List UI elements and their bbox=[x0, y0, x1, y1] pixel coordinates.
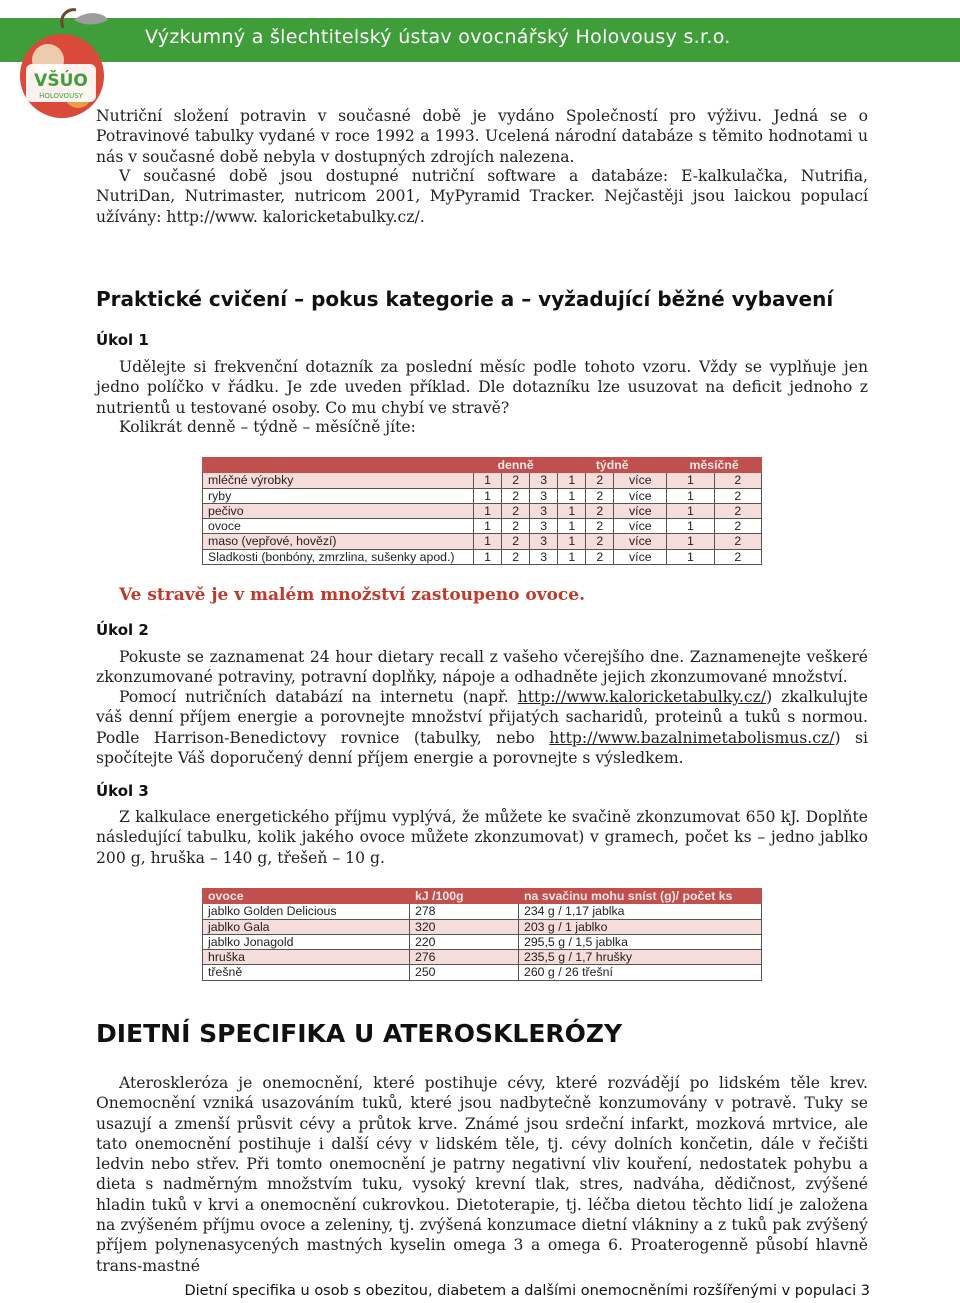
table-row bbox=[203, 965, 762, 980]
frequency-cell[interactable]: 2 bbox=[714, 549, 761, 564]
fruit-col-ovoce: ovoce bbox=[203, 889, 410, 904]
table-row bbox=[203, 473, 762, 488]
frequency-cell[interactable]: 1 bbox=[474, 473, 502, 488]
frequency-cell[interactable]: 2 bbox=[714, 534, 761, 549]
fruit-col-portion: na svačinu mohu sníst (g)/ počet ks bbox=[519, 889, 762, 904]
table-row bbox=[203, 904, 762, 919]
frequency-col-daily: denně bbox=[474, 458, 558, 473]
table-row bbox=[203, 503, 762, 518]
frequency-cell[interactable]: 1 bbox=[474, 534, 502, 549]
frequency-cell[interactable]: 1 bbox=[474, 488, 502, 503]
table-row bbox=[203, 549, 762, 564]
kaloricketabulky-link[interactable]: http://www.kaloricketabulky.cz/ bbox=[517, 688, 767, 706]
ukol2-text-b3: ) si spočítejte Váš doporučený denní příjem energie a porovnejte s výsledkem. bbox=[96, 728, 869, 767]
frequency-cell[interactable]: 3 bbox=[530, 534, 558, 549]
frequency-cell[interactable]: 1 bbox=[667, 488, 714, 503]
frequency-cell[interactable]: 3 bbox=[530, 473, 558, 488]
bazalnimetabolismus-link[interactable]: http://www.bazalnimetabolismus.cz/ bbox=[549, 728, 835, 747]
footer-text: Dietní specifika u osob s obezitou, diabetem a dalšími onemocněními rozšířenými v populaci bbox=[184, 1283, 857, 1299]
intro-paragraph-2: V současné době jsou dostupné nutriční software a databáze: E-kalkulačka, Nutrifia, NutriDan, Nutrimaster, nutricom 2001, MyPyramid Tracker. Nejčastěji jsou laickou populací užívány: http://www. kaloricketabulky.cz/. bbox=[96, 167, 868, 226]
frequency-col-food bbox=[203, 458, 474, 473]
frequency-cell[interactable]: více bbox=[614, 519, 667, 534]
table-row bbox=[203, 919, 762, 934]
frequency-cell[interactable]: 1 bbox=[474, 503, 502, 518]
fruit-name: hruška bbox=[203, 950, 410, 965]
frequency-cell[interactable]: 1 bbox=[558, 534, 586, 549]
frequency-cell[interactable]: 2 bbox=[502, 519, 530, 534]
ukol2-title: Úkol 2 bbox=[96, 621, 149, 639]
frequency-cell[interactable]: 1 bbox=[667, 503, 714, 518]
ukol1-title: Úkol 1 bbox=[96, 331, 149, 349]
fruit-name: jablko Jonagold bbox=[203, 934, 410, 949]
food-label: ovoce bbox=[203, 519, 474, 534]
fruit-kj: 276 bbox=[410, 950, 519, 965]
frequency-cell[interactable]: 2 bbox=[502, 488, 530, 503]
table-row bbox=[203, 950, 762, 965]
frequency-cell[interactable]: 1 bbox=[667, 473, 714, 488]
fruit-name: jablko Gala bbox=[203, 919, 410, 934]
ukol2-text-a: Pokuste se zaznamenat 24 hour dietary recall z vašeho včerejšího dne. Zaznamenejte veškeré zkonzumované potraviny, potravní doplňky, nápoje a odhadněte jejich zkonzumované množství. bbox=[96, 648, 868, 687]
frequency-cell[interactable]: 3 bbox=[530, 488, 558, 503]
frequency-table bbox=[202, 457, 762, 565]
frequency-cell[interactable]: 1 bbox=[667, 534, 714, 549]
fruit-table-header bbox=[203, 889, 762, 904]
page-number: 3 bbox=[860, 1283, 870, 1299]
fruit-kj: 320 bbox=[410, 919, 519, 934]
frequency-cell[interactable]: 3 bbox=[530, 549, 558, 564]
frequency-cell[interactable]: 1 bbox=[558, 488, 586, 503]
frequency-cell[interactable]: více bbox=[614, 534, 667, 549]
frequency-col-monthly: měsíčně bbox=[667, 458, 762, 473]
ukol2-text-b2: ) zkalkulujte váš denní příjem energie a porovnejte množství přijatých sacharidů, proteinů a tuků s normou. Podle Harrison-Benedictovy rovnice (tabulky, nebo bbox=[96, 688, 869, 747]
frequency-cell[interactable]: více bbox=[614, 473, 667, 488]
fruit-portion: 295,5 g / 1,5 jablka bbox=[519, 934, 762, 949]
answer-text: Ve stravě je v malém množství zastoupeno ovoce. bbox=[119, 585, 586, 605]
frequency-cell[interactable]: 2 bbox=[586, 473, 614, 488]
fruit-portion: 203 g / 1 jablko bbox=[519, 919, 762, 934]
fruit-table bbox=[202, 888, 762, 981]
frequency-cell[interactable]: 2 bbox=[502, 473, 530, 488]
frequency-cell[interactable]: 2 bbox=[586, 519, 614, 534]
frequency-cell[interactable]: 2 bbox=[502, 534, 530, 549]
frequency-cell[interactable]: 2 bbox=[714, 503, 761, 518]
fruit-kj: 220 bbox=[410, 934, 519, 949]
ukol2-text-b bbox=[96, 687, 868, 768]
fruit-kj: 250 bbox=[410, 965, 519, 980]
frequency-cell[interactable]: více bbox=[614, 503, 667, 518]
fruit-name: třešně bbox=[203, 965, 410, 980]
frequency-cell[interactable]: 3 bbox=[530, 519, 558, 534]
frequency-cell[interactable]: 2 bbox=[714, 473, 761, 488]
frequency-cell[interactable]: 2 bbox=[714, 488, 761, 503]
frequency-cell[interactable]: 2 bbox=[586, 488, 614, 503]
table-row bbox=[203, 488, 762, 503]
section-title: Praktické cvičení – pokus kategorie a – vyžadující běžné vybavení bbox=[96, 287, 834, 311]
table-row bbox=[203, 519, 762, 534]
frequency-cell[interactable]: 1 bbox=[558, 519, 586, 534]
frequency-cell[interactable]: 2 bbox=[586, 534, 614, 549]
fruit-portion: 260 g / 26 třešní bbox=[519, 965, 762, 980]
frequency-cell[interactable]: 2 bbox=[586, 503, 614, 518]
header-title: Výzkumný a šlechtitelský ústav ovocnářský Holovousy s.r.o. bbox=[145, 26, 731, 48]
frequency-table-header bbox=[203, 458, 762, 473]
frequency-cell[interactable]: 1 bbox=[558, 473, 586, 488]
dietni-title: DIETNÍ SPECIFIKA U ATEROSKLERÓZY bbox=[96, 1019, 623, 1048]
ukol2-text-b1: Pomocí nutričních databází na internetu (např. bbox=[119, 688, 518, 706]
fruit-kj: 278 bbox=[410, 904, 519, 919]
ukol3-title: Úkol 3 bbox=[96, 782, 149, 800]
frequency-cell[interactable]: více bbox=[614, 549, 667, 564]
intro-paragraph-1: Nutriční složení potravin v současné době je vydáno Společností pro výživu. Jedná se o Potravinové tabulky vydané v roce 1992 a 1993. Ucelená národní databáze s těmito hodnotami u nás v současné době nebyla v dostupných zdrojích nalezena. bbox=[96, 107, 868, 166]
food-label: pečivo bbox=[203, 503, 474, 518]
ukol1-question: Kolikrát denně – týdně – měsíčně jíte: bbox=[119, 418, 416, 436]
frequency-cell[interactable]: více bbox=[614, 488, 667, 503]
frequency-cell[interactable]: 2 bbox=[502, 503, 530, 518]
header-bar bbox=[0, 18, 960, 62]
table-row bbox=[203, 934, 762, 949]
food-label: mléčné výrobky bbox=[203, 473, 474, 488]
fruit-name: jablko Golden Delicious bbox=[203, 904, 410, 919]
frequency-cell[interactable]: 1 bbox=[474, 549, 502, 564]
frequency-cell[interactable]: 3 bbox=[530, 503, 558, 518]
svg-text:HOLOVOUSY: HOLOVOUSY bbox=[39, 92, 83, 100]
ukol1-text: Udělejte si frekvenční dotazník za poslední měsíc podle tohoto vzoru. Vždy se vyplňuje jen jedno políčko v řádku. Je zde uveden příklad. Dle dotazníku lze usuzovat na deficit jednoho z nutrientů u testované osoby. Co mu chybí ve stravě? bbox=[96, 358, 868, 417]
dietni-text: Ateroskleróza je onemocnění, které postihuje cévy, které rozvádějí po lidském těle krev. Onemocnění vzniká usazováním tuků, které jsou nadbytečně konzumovány v potravě. Tuky se usazují a zmenší průsvit cévy a průtok krve. Známé jsou srdeční infarkt, mozková mrtvice, ale tato onemocnění postihuje i další cévy v lidském těle, tj. cévy dolních končetin, dále v řečišti ledvin nebo střev. Při tomto onemocnění je patrny negativní vliv kouření, nedostatek pohybu a dieta s nadměrným množstvím tuku, vysoký krevní tlak, stres, nadváha, dědičnost, zvýšené hladin tuků v krvi a onemocnění cukrovkou. Dietoterapie, tj. léčba dietou těchto lidí je založena na zvýšeném příjmu ovoce a zeleniny, tj. zvýšená konzumace dietní vlákniny a z tuků pak zvýšený příjem polynenasycených mastných kyselin omega 3 a omega 6. Proaterogenně působí hlavně trans-mastné bbox=[96, 1074, 868, 1275]
page-footer bbox=[184, 1283, 870, 1299]
fruit-portion: 235,5 g / 1,7 hrušky bbox=[519, 950, 762, 965]
food-label: ryby bbox=[203, 488, 474, 503]
table-row bbox=[203, 534, 762, 549]
apple-logo bbox=[8, 6, 118, 122]
ukol3-text: Z kalkulace energetického příjmu vyplývá, že můžete ke svačině zkonzumovat 650 kJ. Doplňte následující tabulku, kolik jakého ovoce můžete zkonzumovat) v gramech, počet ks – jedno jablko 200 g, hruška – 140 g, třešeň – 10 g. bbox=[96, 808, 868, 867]
frequency-cell[interactable]: 2 bbox=[586, 549, 614, 564]
fruit-col-kj: kJ /100g bbox=[410, 889, 519, 904]
frequency-cell[interactable]: 2 bbox=[714, 519, 761, 534]
frequency-cell[interactable]: 1 bbox=[558, 549, 586, 564]
food-label: Sladkosti (bonbóny, zmrzlina, sušenky apod.) bbox=[203, 549, 474, 564]
frequency-col-weekly: týdně bbox=[558, 458, 667, 473]
svg-text:VŠÚO: VŠÚO bbox=[34, 71, 88, 91]
frequency-cell[interactable]: 2 bbox=[502, 549, 530, 564]
frequency-cell[interactable]: 1 bbox=[474, 519, 502, 534]
frequency-cell[interactable]: 1 bbox=[667, 549, 714, 564]
food-label: maso (vepřové, hovězí) bbox=[203, 534, 474, 549]
frequency-cell[interactable]: 1 bbox=[667, 519, 714, 534]
fruit-portion: 234 g / 1,17 jablka bbox=[519, 904, 762, 919]
frequency-cell[interactable]: 1 bbox=[558, 503, 586, 518]
